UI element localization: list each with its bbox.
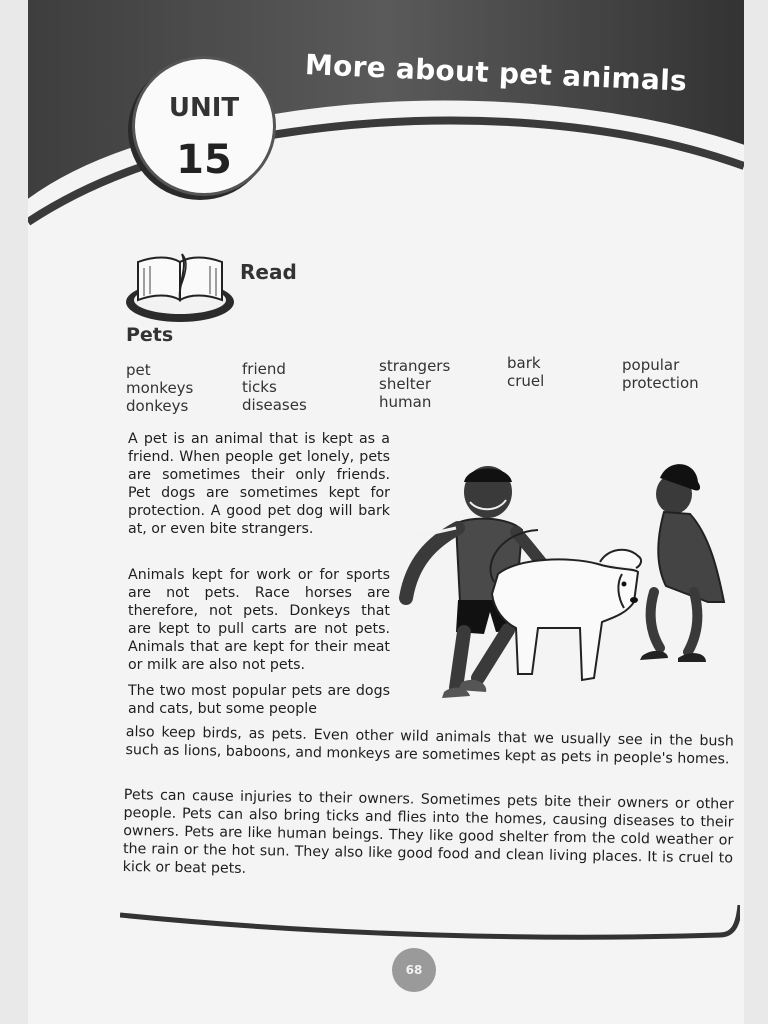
vocab-word: strangers [379, 357, 451, 375]
unit-label: UNIT [168, 93, 240, 123]
vocab-word: shelter [379, 375, 431, 393]
vocab-column-1 [126, 361, 193, 415]
paragraph-1: A pet is an animal that is kept as a friend. When people get lonely, pets are sometimes their only friends. Pet dogs are sometimes kept for protection. A good pet dog will bark at, or even bite strangers. [128, 431, 390, 537]
page-footer-curve [120, 905, 740, 955]
vocab-word: diseases [242, 396, 307, 414]
vocab-word: protection [622, 374, 699, 392]
unit-number: 15 [176, 137, 232, 183]
vocab-column-2 [242, 360, 307, 414]
vocab-word: bark [507, 354, 541, 372]
vocab-word: cruel [507, 372, 545, 390]
read-label: Read [240, 260, 297, 284]
vocab-word: human [379, 393, 432, 411]
paragraph-4: Pets can cause injuries to their owners. Sometimes pets bite their owners or other people. Pets can also bring ticks and flies into the homes, causing diseases to their owners. Pets are like human beings. They like good shelter from the cold weather or the rain or the hot sun. They also like good food and clean living places. It is cruel to kick or beat pets. [122, 786, 734, 877]
page-number: 68 [392, 948, 436, 992]
vocab-word: ticks [242, 378, 277, 396]
vocab-word: monkeys [126, 379, 194, 397]
vocab-word: popular [622, 356, 680, 374]
vocab-column-5 [622, 356, 699, 392]
paragraph-3-end: also keep birds, as pets. Even other wild animals that we usually see in the bush such as lions, baboons, and monkeys are sometimes kept as pets in people's homes. [125, 723, 734, 768]
paragraph-3-start: The two most popular pets are dogs and cats, but some people [128, 683, 390, 717]
unit-title: More about pet animals [304, 48, 688, 98]
vocab-word: friend [242, 360, 286, 378]
open-book-icon [124, 248, 236, 324]
unit-badge [132, 56, 276, 196]
children-with-dog-illustration [398, 452, 738, 706]
vocab-word: pet [126, 361, 151, 379]
paragraph-2: Animals kept for work or for sports are not pets. Race horses are therefore, not pets. Donkeys that are kept to pull carts are not pets. Animals that are kept for their meat or milk are also not pets. [128, 567, 390, 673]
vocab-word: donkeys [126, 397, 189, 415]
section-title: Pets [126, 324, 174, 346]
vocab-column-4 [507, 354, 544, 390]
girl-figure [640, 464, 724, 662]
vocab-column-3 [379, 357, 450, 411]
